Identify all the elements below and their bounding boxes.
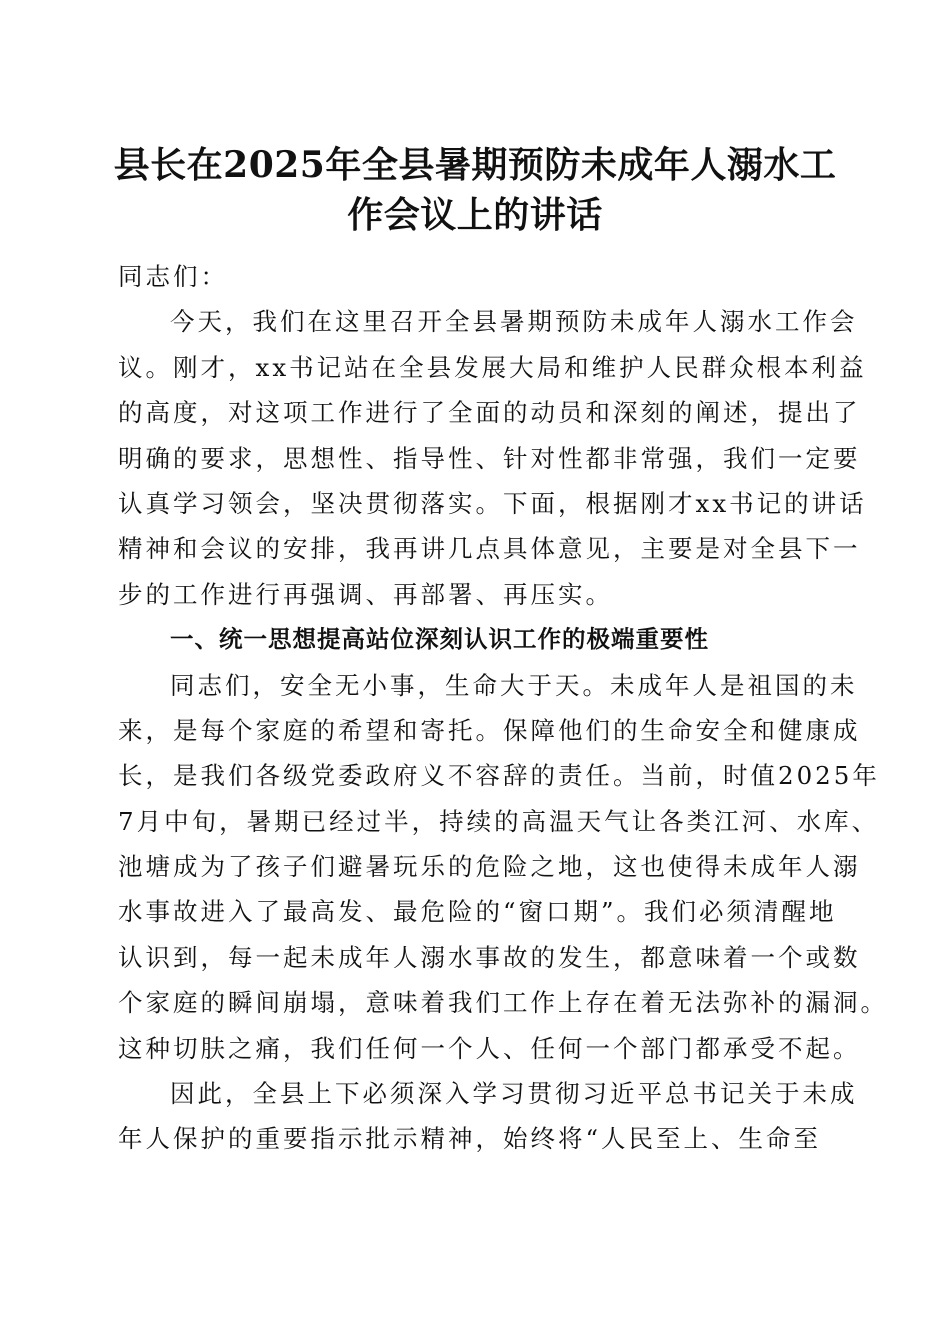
paragraph-line: 的高度，对这项工作进行了全面的动员和深刻的阐述，提出了 (118, 398, 861, 428)
salutation: 同志们： (118, 262, 228, 291)
paragraph-line: 认真学习领会，坚决贯彻落实。下面，根据刚才xx书记的讲话 (118, 488, 867, 518)
paragraph-safety (118, 663, 888, 1072)
paragraph-line: 水事故进入了最高发、最危险的“窗口期”。我们必须清醒地 (118, 897, 837, 927)
paragraph-line: 议。刚才，xx书记站在全县发展大局和维护人民群众根本利益 (118, 352, 867, 382)
paragraph-therefore (118, 1071, 858, 1162)
paragraph-opening (118, 299, 867, 617)
paragraph-line: 个家庭的瞬间崩塌，意味着我们工作上存在着无法弥补的漏洞。 (118, 988, 888, 1018)
paragraph-line: 年人保护的重要指示批示精神，始终将“人民至上、生命至 (118, 1124, 822, 1154)
document-title (100, 140, 850, 240)
paragraph-line: 来，是每个家庭的希望和寄托。保障他们的生命安全和健康成 (118, 715, 861, 745)
paragraph-line: 同志们，安全无小事，生命大于天。未成年人是祖国的未 (170, 670, 858, 700)
paragraph-line: 精神和会议的安排，我再讲几点具体意见，主要是对全县下一 (118, 534, 861, 564)
paragraph-line: 这种切肤之痛，我们任何一个人、任何一个部门都承受不起。 (118, 1033, 861, 1063)
paragraph-line: 因此，全县上下必须深入学习贯彻习近平总书记关于未成 (170, 1079, 858, 1109)
paragraph-line: 步的工作进行再强调、再部署、再压实。 (118, 579, 613, 609)
title-line-1: 县长在2025年全县暑期预防未成年人溺水工 (113, 144, 837, 186)
paragraph-line: 明确的要求，思想性、指导性、针对性都非常强，我们一定要 (118, 443, 861, 473)
document-body (118, 254, 888, 1162)
paragraph-line: 池塘成为了孩子们避暑玩乐的危险之地，这也使得未成年人溺 (118, 852, 861, 882)
paragraph-line: 今天，我们在这里召开全县暑期预防未成年人溺水工作会 (170, 307, 858, 337)
title-line-2: 作会议上的讲话 (347, 194, 603, 236)
paragraph-line: 认识到，每一起未成年人溺水事故的发生，都意味着一个或数 (118, 942, 861, 972)
paragraph-line: 7月中旬，暑期已经过半，持续的高温天气让各类江河、水库、 (118, 806, 880, 836)
paragraph-line: 长，是我们各级党委政府义不容辞的责任。当前，时值2025年 (118, 761, 880, 791)
section-heading: 一、统一思想提高站位深刻认识工作的极端重要性 (170, 625, 709, 654)
